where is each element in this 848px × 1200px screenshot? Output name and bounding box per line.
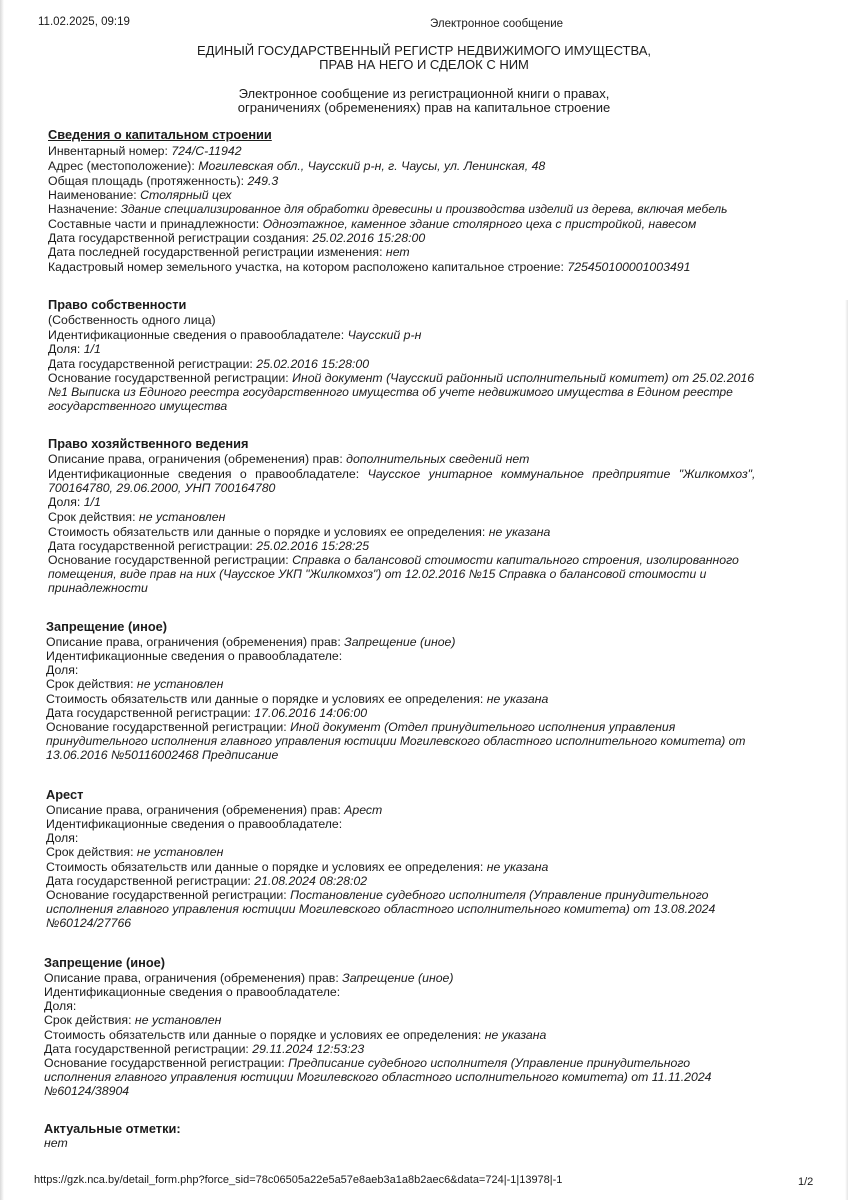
arrest-description: [46, 803, 382, 817]
ban1-cost-label: Стоимость обязательств или данные о порядке и условиях ее определения:: [46, 692, 487, 706]
address: [48, 159, 545, 173]
inventory-number-label: Инвентарный номер:: [48, 144, 172, 158]
ownership-date-label: Дата государственной регистрации:: [48, 357, 257, 371]
ownership-share: [48, 342, 101, 356]
economic-basis-value-l3: принадлежности: [48, 581, 148, 595]
arrest-term-label: Срок действия:: [46, 845, 137, 859]
print-datetime: 11.02.2025, 09:19: [38, 16, 130, 28]
ban1-basis-label: Основание государственной регистрации:: [46, 720, 291, 734]
economic-date-label: Дата государственной регистрации:: [48, 539, 257, 553]
ban1-cost: [46, 692, 548, 706]
ban1-cost-value: не указана: [486, 692, 549, 706]
ban2-date-value: 29.11.2024 12:53:23: [252, 1042, 365, 1056]
components: [48, 217, 696, 231]
creation-registration-date: [48, 231, 425, 245]
ban1-desc-value: Запрещение (иное): [344, 635, 456, 649]
ban2-description: [44, 971, 454, 985]
economic-basis: [48, 553, 739, 567]
ban2-basis: [44, 1056, 690, 1070]
arrest-desc-label: Описание права, ограничения (обременения) прав:: [46, 803, 345, 817]
document-type: Электронное сообщение: [430, 18, 564, 30]
economic-cost-label: Стоимость обязательств или данные о порядке и условиях ее определения:: [48, 525, 489, 539]
arrest-basis-value-l1: Постановление судебного исполнителя (Управление принудительного: [290, 888, 709, 902]
current-notes-heading: Актуальные отметки:: [44, 1121, 181, 1136]
address-value: Могилевская обл., Чаусский р-н, г. Чаусы, ул. Ленинская, 48: [198, 159, 546, 173]
arrest-basis-value-l3: №60124/27766: [46, 916, 132, 930]
ownership-holder-value: Чаусский р-н: [347, 328, 422, 342]
economic-basis-value-l1: Справка о балансовой стоимости капитального строения, изолированного: [292, 553, 739, 567]
message-subtitle-line2: ограничениях (обременениях) прав на капитальное строение: [237, 100, 611, 115]
arrest-cost: [46, 860, 548, 874]
arrest-term: [46, 845, 223, 859]
ban2-date-label: Дата государственной регистрации:: [44, 1042, 253, 1056]
arrest-cost-label: Стоимость обязательств или данные о порядке и условиях ее определения:: [46, 860, 487, 874]
current-notes-value: нет: [44, 1136, 68, 1150]
ban2-basis-value-l1: Предписание судебного исполнителя (Управление принудительного: [288, 1056, 691, 1070]
purpose: [48, 202, 727, 216]
arrest-holder-label: Идентификационные сведения о правообладателе:: [46, 817, 343, 831]
ban2-date: [44, 1042, 364, 1056]
ban1-share-label: Доля:: [46, 663, 79, 677]
ban1-term-value: не установлен: [136, 677, 224, 691]
cadastral-value: 725450100001003491: [567, 260, 691, 274]
arrest-basis-label: Основание государственной регистрации:: [46, 888, 291, 902]
creation-date-label: Дата государственной регистрации создания:: [48, 231, 313, 245]
ownership-basis-label: Основание государственной регистрации:: [48, 371, 293, 385]
arrest-term-value: не установлен: [136, 845, 224, 859]
address-label: Адрес (местоположение):: [48, 159, 199, 173]
ownership-holder-label: Идентификационные сведения о правообладателе:: [48, 328, 348, 342]
inventory-number: [48, 144, 242, 158]
total-area-label: Общая площадь (протяженность):: [48, 174, 248, 188]
ownership-basis-value-l1: Иной документ (Чаусский районный исполнительный комитет) от 25.02.2016: [292, 371, 755, 385]
ban2-heading: Запрещение (иное): [44, 955, 166, 970]
ban1-description: [46, 635, 456, 649]
ban2-term-label: Срок действия:: [44, 1013, 135, 1027]
page-url: https://gzk.nca.by/detail_form.php?force_sid=78c06505a22e5a57e8aeb3a1a8b2aec6&data=724|-1|13978|-1: [34, 1174, 563, 1186]
economic-holder-label: Идентификационные сведения о правообладателе:: [48, 467, 368, 481]
economic-holder-value-l1: Чаусское унитарное коммунальное предприятие "Жилкомхоз",: [367, 467, 756, 481]
ban2-term-value: не установлен: [134, 1013, 222, 1027]
economic-basis-label: Основание государственной регистрации:: [48, 553, 293, 567]
building-name-label: Наименование:: [48, 188, 141, 202]
arrest-cost-value: не указана: [486, 860, 549, 874]
ban2-basis-value-l3: №60124/38904: [44, 1084, 130, 1098]
registry-title-line1: ЕДИНЫЙ ГОСУДАРСТВЕННЫЙ РЕГИСТР НЕДВИЖИМОГО ИМУЩЕСТВА,: [196, 43, 652, 58]
purpose-value: Здание специализированное для обработки древесины и производства изделий из дерева, включая мебель: [120, 202, 728, 216]
ban1-heading: Запрещение (иное): [46, 619, 168, 634]
components-label: Составные части и принадлежности:: [48, 217, 263, 231]
arrest-basis: [46, 888, 709, 902]
creation-date-value: 25.02.2016 15:28:00: [312, 231, 426, 245]
ban1-date-value: 17.06.2016 14:06:00: [254, 706, 368, 720]
cadastral-label: Кадастровый номер земельного участка, на котором расположено капитальное строение:: [48, 260, 568, 274]
ban1-basis-value-l3: 13.06.2016 №50116002468 Предписание: [46, 748, 279, 762]
ban2-cost: [44, 1028, 546, 1042]
ban2-term: [44, 1013, 221, 1027]
economic-basis-value-l2: помещения, виде прав на них (Чаусское УКП "Жилкомхоз") от 12.02.2016 №15 Справка о балансовой стоимости и: [48, 567, 707, 581]
economic-holder: [48, 467, 808, 481]
message-subtitle-line1: Электронное сообщение из регистрационной книги о правах,: [238, 86, 610, 101]
ban2-cost-label: Стоимость обязательств или данные о порядке и условиях ее определения:: [44, 1028, 485, 1042]
building-heading: Сведения о капитальном строении: [48, 127, 272, 142]
building-name: [48, 188, 232, 202]
economic-term-label: Срок действия:: [48, 510, 139, 524]
economic-term: [48, 510, 225, 524]
ownership-basis-value-l3: государственного имущества: [48, 399, 228, 413]
ban2-desc-value: Запрещение (иное): [342, 971, 454, 985]
arrest-desc-value: Арест: [344, 803, 383, 817]
ban1-date-label: Дата государственной регистрации:: [46, 706, 255, 720]
ownership-date-value: 25.02.2016 15:28:00: [256, 357, 370, 371]
ban1-basis-value-l1: Иной документ (Отдел принудительного исполнения управления: [290, 720, 676, 734]
arrest-share-label: Доля:: [46, 831, 79, 845]
ownership-kind: (Собственность одного лица): [48, 313, 216, 327]
components-value: Одноэтажное, каменное здание столярного цеха с пристройкой, навесом: [262, 217, 697, 231]
ban2-basis-value-l2: исполнения главного управления юстиции Могилевского областного исполнительного комитета) от 11.11.2024: [44, 1070, 712, 1084]
total-area-value: 249.3: [247, 174, 279, 188]
ban1-basis-value-l2: принудительного исполнения главного управления юстиции Могилевского областного исполнительного комитета) от: [46, 734, 746, 748]
economic-description: [48, 452, 529, 466]
arrest-date-value: 21.08.2024 08:28:02: [254, 874, 368, 888]
purpose-label: Назначение:: [48, 202, 121, 216]
ban2-share-label: Доля:: [44, 999, 77, 1013]
economic-cost-value: не указана: [488, 525, 551, 539]
ban1-holder-label: Идентификационные сведения о правообладателе:: [46, 649, 343, 663]
economic-desc-value: дополнительных сведений нет: [346, 452, 530, 466]
ownership-basis-value-l2: №1 Выписка из Единого реестра государственного имущества об учете недвижимого имущества в Едином реестре: [48, 385, 733, 399]
economic-share-label: Доля:: [48, 495, 84, 509]
arrest-date-label: Дата государственной регистрации:: [46, 874, 255, 888]
last-change-date: [48, 245, 410, 259]
arrest-basis-value-l2: исполнения главного управления юстиции Могилевского областного исполнительного комитета) от 13.08.2024: [46, 902, 716, 916]
ban2-desc-label: Описание права, ограничения (обременения) прав:: [44, 971, 343, 985]
ban2-basis-label: Основание государственной регистрации:: [44, 1056, 289, 1070]
inventory-number-value: 724/С-11942: [171, 144, 242, 158]
building-name-value: Столярный цех: [140, 188, 232, 202]
ban1-term: [46, 677, 223, 691]
ownership-basis: [48, 371, 754, 385]
ban1-basis: [46, 720, 675, 734]
economic-share: [48, 495, 101, 509]
ban1-term-label: Срок действия:: [46, 677, 137, 691]
ownership-holder: [48, 328, 421, 342]
ban1-desc-label: Описание права, ограничения (обременения) прав:: [46, 635, 345, 649]
economic-desc-label: Описание права, ограничения (обременения) прав:: [48, 452, 347, 466]
scan-edge-left: [0, 0, 4, 1200]
arrest-date: [46, 874, 367, 888]
ownership-date: [48, 357, 369, 371]
economic-heading: Право хозяйственного ведения: [48, 436, 249, 451]
registry-title-line2: ПРАВ НА НЕГО И СДЕЛОК С НИМ: [319, 57, 529, 72]
ban2-cost-value: не указана: [484, 1028, 547, 1042]
arrest-heading: Арест: [46, 787, 84, 802]
last-change-value: нет: [385, 245, 410, 259]
ban1-date: [46, 706, 367, 720]
economic-term-value: не установлен: [138, 510, 226, 524]
ownership-heading: Право собственности: [48, 297, 187, 312]
total-area: [48, 174, 278, 188]
last-change-label: Дата последней государственной регистрации изменения:: [48, 245, 386, 259]
cadastral-number: [48, 260, 690, 274]
economic-holder-value-l2: 700164780, 29.06.2000, УНП 700164780: [48, 481, 276, 495]
economic-date: [48, 539, 369, 553]
economic-share-value: 1/1: [83, 495, 101, 509]
ownership-share-label: Доля:: [48, 342, 84, 356]
economic-cost: [48, 525, 550, 539]
economic-date-value: 25.02.2016 15:28:25: [256, 539, 370, 553]
ban2-holder-label: Идентификационные сведения о правообладателе:: [44, 985, 341, 999]
ownership-share-value: 1/1: [83, 342, 101, 356]
page-number: 1/2: [798, 1176, 814, 1188]
